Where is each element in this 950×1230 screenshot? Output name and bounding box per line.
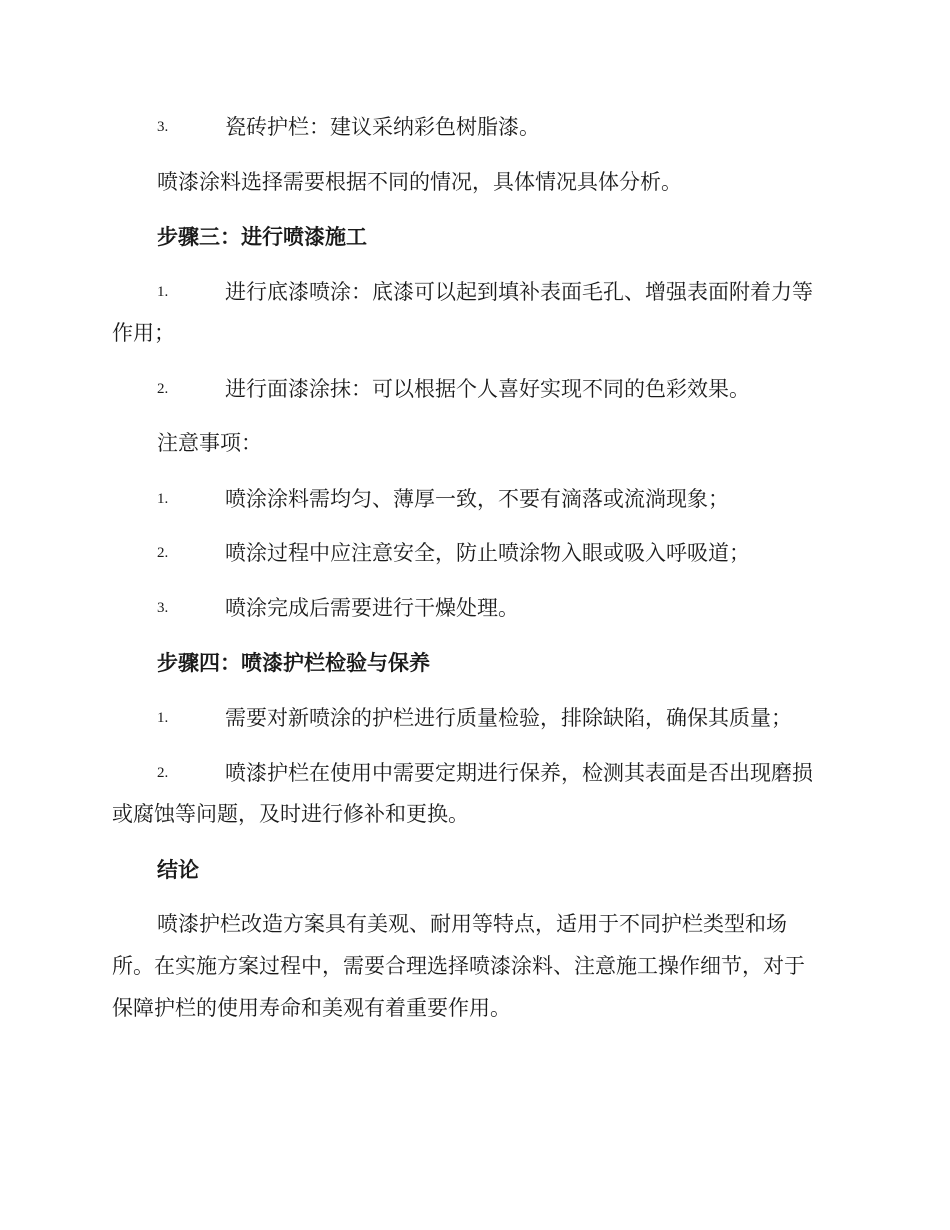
list-number: 1.	[157, 284, 169, 300]
section-heading-step4: 步骤四：喷漆护栏检验与保养	[157, 650, 430, 675]
list-number: 2.	[157, 765, 169, 781]
section-heading-conclusion: 结论	[157, 857, 199, 882]
list-item-continuation: 或腐蚀等问题，及时进行修补和更换。	[112, 802, 469, 826]
list-number: 2.	[157, 381, 169, 397]
list-number: 3.	[157, 119, 169, 135]
conclusion-line: 所。在实施方案过程中，需要合理选择喷漆涂料、注意施工操作细节，对于	[112, 954, 805, 978]
conclusion-line: 喷漆护栏改造方案具有美观、耐用等特点，适用于不同护栏类型和场	[157, 912, 787, 936]
list-item-text: 瓷砖护栏：建议采纳彩色树脂漆。	[225, 115, 540, 139]
list-item-text: 喷涂完成后需要进行干燥处理。	[225, 596, 519, 620]
list-item-text: 喷漆护栏在使用中需要定期进行保养，检测其表面是否出现磨损	[225, 761, 813, 785]
notes-label: 注意事项：	[157, 431, 262, 455]
list-item-text: 喷涂过程中应注意安全，防止喷涂物入眼或吸入呼吸道；	[225, 541, 750, 565]
list-number: 3.	[157, 600, 169, 616]
list-item-text: 进行面漆涂抹：可以根据个人喜好实现不同的色彩效果。	[225, 377, 750, 401]
paragraph: 喷漆涂料选择需要根据不同的情况，具体情况具体分析。	[157, 170, 682, 194]
list-item-text: 需要对新喷涂的护栏进行质量检验，排除缺陷，确保其质量；	[225, 706, 792, 730]
list-item-continuation: 作用；	[112, 321, 175, 345]
section-heading-step3: 步骤三：进行喷漆施工	[157, 224, 367, 249]
list-number: 1.	[157, 491, 169, 507]
list-item-text: 喷涂涂料需均匀、薄厚一致，不要有滴落或流淌现象；	[225, 487, 729, 511]
list-number: 2.	[157, 545, 169, 561]
conclusion-line: 保障护栏的使用寿命和美观有着重要作用。	[112, 996, 511, 1020]
list-item-text: 进行底漆喷涂：底漆可以起到填补表面毛孔、增强表面附着力等	[225, 280, 813, 304]
list-number: 1.	[157, 710, 169, 726]
